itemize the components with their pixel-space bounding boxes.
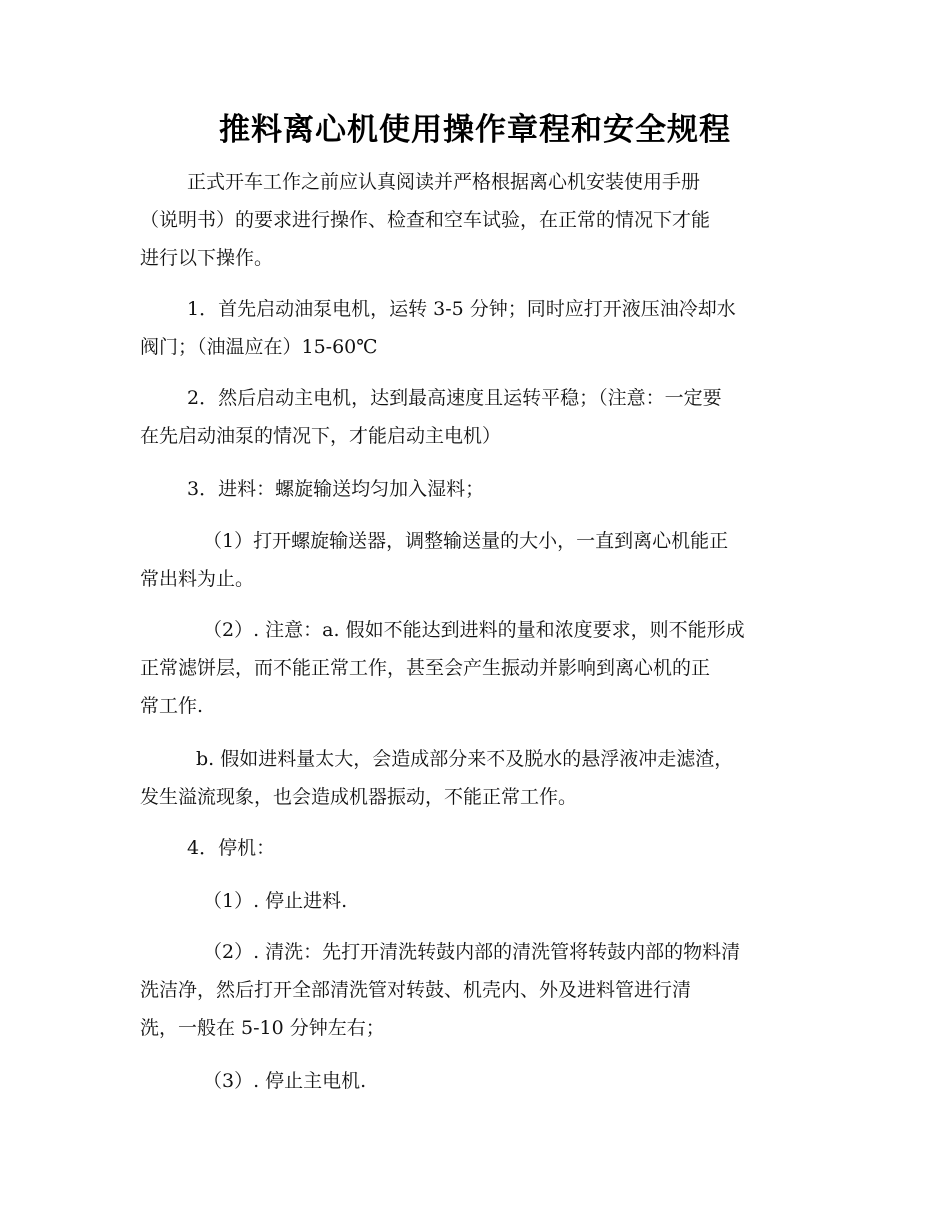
paragraph-line: 发生溢流现象，也会造成机器振动，不能正常工作。 [140,786,578,808]
paragraph-step-4-1 [140,882,804,920]
paragraph-step-3-2 [140,611,804,725]
paragraph-line: 1．首先启动油泵电机，运转 3-5 分钟；同时应打开液压油冷却水 [187,298,736,320]
paragraph-line: （2）. 注意：a. 假如不能达到进料的量和浓度要求，则不能形成 [203,619,745,641]
paragraph-line: 2．然后启动主电机，达到最高速度且运转平稳；（注意：一定要 [187,387,722,409]
paragraph-line: 正式开车工作之前应认真阅读并严格根据离心机安装使用手册 [187,171,701,193]
paragraph-line: 在先启动油泵的情况下，才能启动主电机） [140,425,502,447]
paragraph-line: （说明书）的要求进行操作、检查和空车试验，在正常的情况下才能 [140,209,711,231]
paragraph-line: 进行以下操作。 [140,247,274,269]
document-title: 推料离心机使用操作章程和安全规程 [219,112,731,148]
paragraph-line: （1）打开螺旋输送器，调整输送量的大小，一直到离心机能正 [203,530,729,552]
paragraph-line: 4．停机： [187,837,276,859]
paragraph-line: 常出料为止。 [140,568,255,590]
paragraph-line: 正常滤饼层，而不能正常工作，甚至会产生振动并影响到离心机的正 [140,657,711,679]
paragraph-line: b. 假如进料量太大，会造成部分来不及脱水的悬浮液冲走滤渣， [196,748,734,770]
paragraph-line: （2）. 清洗：先打开清洗转鼓内部的清洗管将转鼓内部的物料清 [203,941,741,963]
paragraph-intro [140,163,804,277]
paragraph-line: 常工作. [140,695,204,717]
paragraph-step-3-2-b [140,740,804,816]
paragraph-step-1 [140,290,804,366]
paragraph-step-4 [140,829,804,867]
paragraph-step-4-3 [140,1062,804,1100]
paragraph-line: 3．进料：螺旋输送均匀加入湿料； [187,478,485,500]
paragraph-line: （1）. 停止进料. [203,890,348,912]
paragraph-line: 洗，一般在 5-10 分钟左右； [140,1017,385,1039]
paragraph-step-3-1 [140,522,804,598]
paragraph-line: 洗洁净，然后打开全部清洗管对转鼓、机壳内、外及进料管进行清 [140,979,692,1001]
paragraph-step-2 [140,379,804,455]
paragraph-line: （3）. 停止主电机. [203,1070,367,1092]
paragraph-step-4-2 [140,933,804,1047]
paragraph-line: 阀门；（油温应在）15-60℃ [140,336,378,358]
paragraph-step-3 [140,470,804,508]
